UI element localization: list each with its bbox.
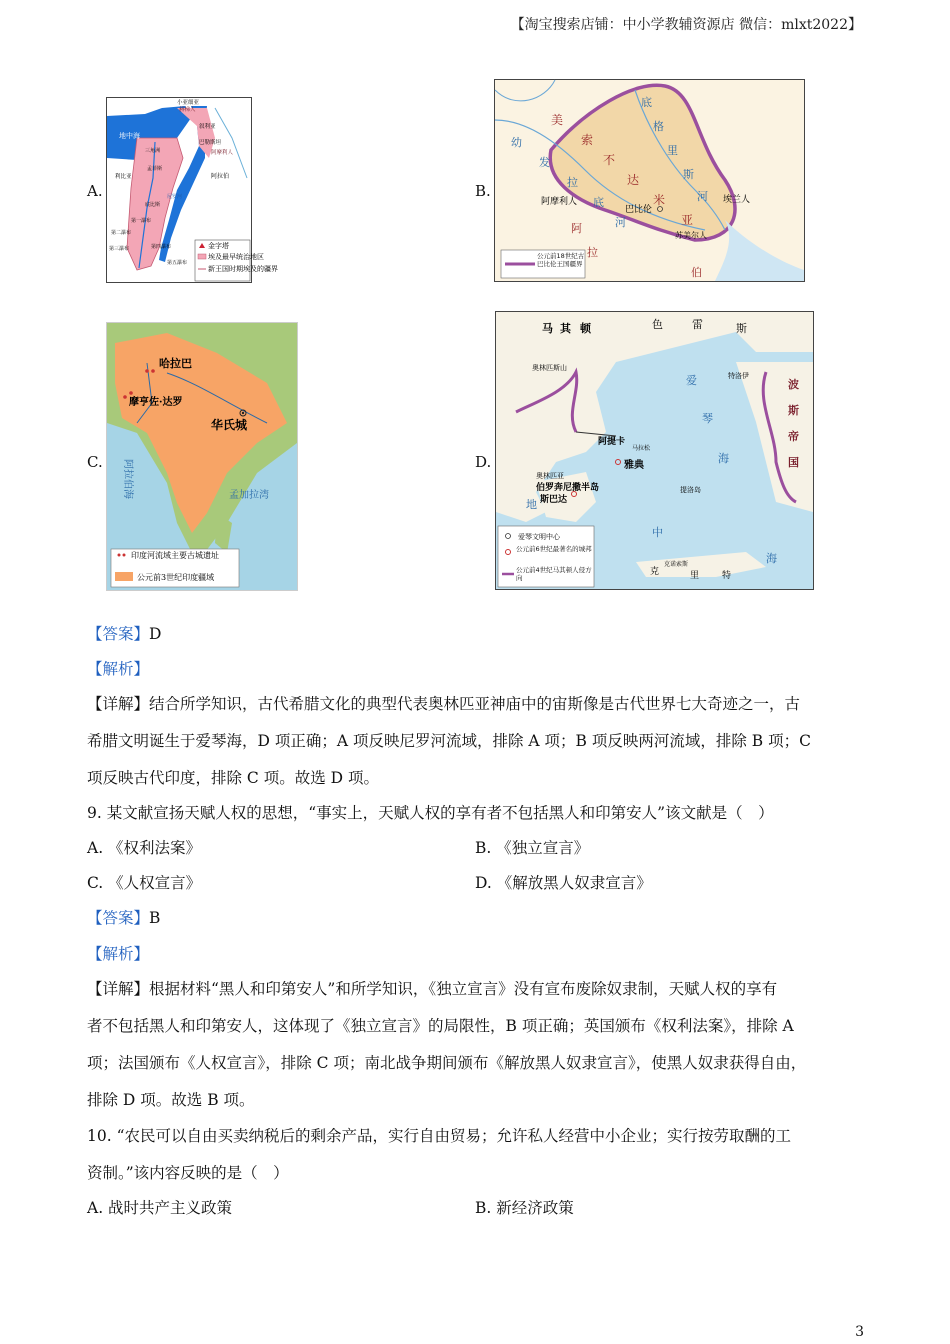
map-a-legend-text: 金字塔 [208,242,229,250]
map-b-label: 巴比伦 [625,205,653,215]
map-d-label: 提洛岛 [680,486,701,494]
map-a-label: 第三瀑布 [109,246,130,252]
map-c-label: 摩亨佐·达罗 [129,397,183,408]
map-d-label: 克 [650,567,660,577]
map-d-label: 马拉松 [632,445,651,452]
map-d-label: 斯巴达 [540,495,568,505]
map-c-legend-text: 公元前3世纪印度疆域 [137,573,215,582]
map-d-greece [495,311,814,590]
map-a-svg [107,98,278,282]
map-b-legend-box [537,252,585,278]
map-d-label: 波 [788,378,799,391]
map-b-label: 底 [593,196,604,209]
map-a-label: 叙利亚 [199,124,216,130]
map-d-label: 国 [788,456,799,469]
map-b-label: 河 [697,190,708,203]
map-d-label: 特洛伊 [728,372,749,380]
page-number: 3 [855,1324,864,1340]
map-a-legend-text: 新王国时期埃及的疆界 [208,265,278,273]
option-d-label: D. [475,453,492,471]
q9-analysis-tag: 【解析】 [87,945,150,963]
map-b-label: 发 [539,156,550,169]
q10-option-b: B. 新经济政策 [475,1199,574,1217]
map-d-svg [496,312,813,589]
map-b-label: 幼 [511,136,522,149]
q9-option-b: B. 《独立宣言》 [475,839,590,857]
legend-swatch [115,572,133,581]
q8-analysis-tag: 【解析】 [87,660,150,678]
map-a-label: 阿拉伯 [211,173,230,180]
map-d-legend-box [516,566,592,586]
city-dot [129,391,133,395]
map-b-label: 不 [603,153,616,167]
map-d-label: 海 [766,552,777,565]
map-d-label: 马 [542,322,553,335]
map-d-label: 海 [718,452,729,465]
map-b-label: 达 [627,173,640,187]
map-b-label: 拉 [567,176,578,189]
map-a-legend-text: 埃及最早统治地区 [208,253,264,261]
map-c-legend-text: 印度河流域主要古城遗址 [131,551,219,560]
map-a-label: 利比亚 [115,174,132,180]
map-a-label: 第四瀑布 [151,244,172,250]
map-a-label: 第二瀑布 [111,230,132,236]
map-d-label: 特 [722,571,732,581]
map-b-label: 亚 [681,213,694,227]
map-b-svg [495,80,804,281]
map-b-label: 阿 [571,222,582,235]
map-d-label: 阿提卡 [598,437,626,447]
map-a-label: 巴勒斯坦 [199,140,222,146]
map-d-label: 雷 [692,318,703,331]
map-c-label: 孟加拉湾 [229,490,269,501]
option-b-label: B. [475,182,491,200]
map-a-label: 孟菲斯 [147,166,163,172]
map-d-label: 克诺索斯 [664,561,689,568]
map-b-label: 米 [653,193,666,207]
map-d-label: 斯 [788,404,799,417]
q8-detail-line: 【详解】结合所学知识，古代希腊文化的典型代表奥林匹亚神庙中的宙斯像是古代世界七大奇迹之一，古 [87,695,801,713]
map-d-legend-text: 公元前6世纪最著名的城邦 [516,545,592,553]
q9-answer [87,908,160,928]
map-c-svg [107,323,297,590]
map-a-label: 小亚细亚 [177,100,200,106]
map-d-label: 斯 [736,322,747,335]
map-d-label: 琴 [702,412,713,425]
q9-option-d: D. 《解放黑人奴隶宣言》 [475,874,652,892]
q8-detail-line: 项反映古代印度，排除 C 项。故选 D 项。 [87,769,379,787]
map-d-legend-text: 公元前4世纪马其顿人侵方向 [516,566,592,582]
map-b-label: 河 [615,216,626,229]
map-c-india [106,322,298,591]
map-d-label: 伯罗奔尼撒半岛 [536,483,600,493]
map-d-legend-box [516,545,592,563]
option-a-label: A. [87,182,103,200]
map-b-mesopotamia [494,79,805,282]
map-d-label: 中 [652,526,663,539]
map-d-label: 里 [690,571,700,581]
map-d-label: 帝 [788,430,799,443]
map-b-legend-text: 公元前18世纪古巴比伦王国疆界 [537,252,585,268]
map-d-label: 爱 [686,374,697,387]
map-a-egypt [106,97,278,283]
pataliputra-icon [242,412,244,414]
map-d-label: 地 [526,498,537,511]
map-d-legend-text: 爱琴文明中心 [518,533,560,541]
answer-tag: 【答案】 [87,625,150,643]
legend-dot [123,554,126,557]
q9-option-a: A. 《权利法案》 [87,839,202,857]
legend-dot [118,554,121,557]
map-b-label: 拉 [587,246,598,259]
q9-detail-line: 者不包括黑人和印第安人，这体现了《独立宣言》的局限性，B 项正确；英国颁布《权利法案》，排除 A [87,1017,794,1035]
map-d-label: 色 [652,318,663,331]
city-dot [151,369,155,373]
map-a-label: 阿摩利人 [211,150,234,156]
q10-stem: 10. “农民可以自由买卖纳税后的剩余产品，实行自由贸易；允许私人经营中小企业；实行按劳取酬的工 [87,1127,792,1145]
map-b-label: 埃兰人 [723,195,751,205]
map-c-label: 哈拉巴 [159,357,192,370]
map-b-label: 索 [581,133,594,147]
city-dot [123,395,127,399]
legend-swatch [198,254,206,259]
map-a-label: 尼罗河 [167,194,183,200]
map-a-label: 赫梯人 [179,107,196,113]
answer-tag: 【答案】 [87,909,150,927]
map-a-label: 第一瀑布 [131,218,152,224]
map-b-label: 阿摩利人 [541,197,578,207]
map-d-label: 顿 [580,322,591,335]
map-a-label: 地中海 [119,132,140,140]
map-b-label: 苏美尔人 [675,231,707,240]
map-b-label: 底 [641,96,652,109]
q9-option-c: C. 《人权宣言》 [87,874,202,892]
q9-detail-line: 项；法国颁布《人权宣言》，排除 C 项；南北战争期间颁布《解放黑人奴隶宣言》，使黑人奴隶获得自由， [87,1054,807,1072]
map-c-label: 华氏城 [211,418,248,432]
q9-detail-line: 【详解】根据材料“黑人和印第安人”和所学知识，《独立宣言》没有宣布废除奴隶制，天赋人权的享有 [87,980,778,998]
map-c-label: 阿拉伯海 [122,459,133,499]
map-d-label: 雅典 [624,460,644,471]
q8-answer [87,624,161,644]
map-a-label: 第五瀑布 [167,260,188,266]
q9-detail-line: 排除 D 项。故选 B 项。 [87,1091,255,1109]
answer-value: B [149,909,161,927]
map-b-label: 伯 [691,266,702,279]
q10-stem-cont: 资制。”该内容反映的是（ ） [87,1164,289,1182]
map-d-label: 其 [560,322,571,335]
q10-option-a: A. 战时共产主义政策 [87,1199,233,1217]
map-d-label: 奥林匹亚 [536,472,564,480]
q9-stem: 9. 某文献宣扬天赋人权的思想，“事实上，天赋人权的享有者不包括黑人和印第安人”该文献是（ ） [87,804,774,822]
map-a-label: 三角洲 [145,148,161,154]
option-c-label: C. [87,453,103,471]
answer-value: D [149,625,162,643]
map-b-label: 里 [667,144,678,157]
map-a-label: 底比斯 [145,202,161,208]
q8-detail-line: 希腊文明诞生于爱琴海，D 项正确；A 项反映尼罗河流域，排除 A 项；B 项反映两河流域，排除 B 项；C [87,732,811,750]
map-b-label: 斯 [683,168,694,181]
map-b-label: 美 [551,113,564,127]
city-dot [145,369,149,373]
map-d-label: 奥林匹斯山 [532,364,567,372]
map-b-label: 格 [653,120,664,133]
page-header: 【淘宝搜索店铺：中小学教辅资源店 微信：mlxt2022】 [510,17,862,33]
